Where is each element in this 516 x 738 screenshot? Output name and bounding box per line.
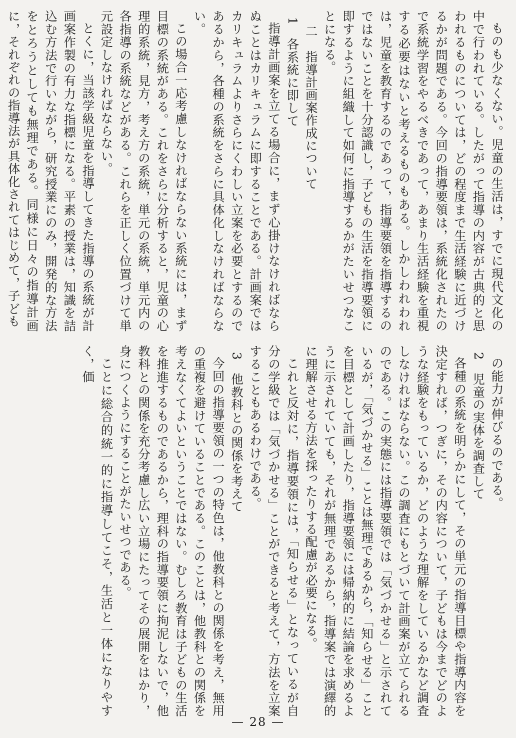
paragraph: ことに総合的統一的に指導してこそ，生活と一体になりやすく，価	[80, 345, 114, 717]
subsection-heading: 1 各系統に即して	[285, 17, 300, 128]
paragraph: とくに，当該学級児童を指導してきた指導の系統が計画案作製の有力な指標になる。平素の授業は，知識を詰込む方法で行いながら，研究授業にのみ，開発的な方法をとろうとしても無理である。同様に日々の指導計画に，それぞれの指導法が具体化されてはじめて，子ども	[6, 10, 95, 332]
subsection-heading: 2 児童の実体を調査して	[471, 352, 486, 501]
paragraph: の能力が伸びるのである。	[490, 357, 504, 510]
paragraph: これと反対に，指導要領には，「知らせる」となっているが自分の学級では「気づかせる」ことができると考えて，方法を立案することもあるわけである。	[248, 345, 300, 717]
page-number: — 28 —	[231, 715, 285, 729]
upper-text-block	[6, 10, 506, 332]
lower-text-block	[12, 345, 506, 717]
paragraph: 指導計画案を立てる場合に，まず心掛けなければならぬことはカリキュラムに即することである。計画案ではカリキュラムよりさらにくわしい立案を必要とするのであるから，各種の系統をさらに具体化しなければならない。	[192, 10, 281, 332]
subsection-heading: 3 他教科との関係を考えて	[229, 352, 244, 513]
section-heading: 二 指導計画案作成について	[304, 24, 319, 190]
paragraph: この場合一応考慮しなければならない系統には，まず目標の系統がある。これをさらに分析すると，児童の心理的系統，見方，考え方の系統，単元の系統，単元内の各指導の系統などがある。これらを正しく位置づけて単元設定しなければならない。	[99, 10, 188, 332]
paragraph: 各種の系統を明らかにして，その単元の指導目標や指導内容を決定すれば，つぎに，その内容について，子どもは今までどのような経験をもっているか，どのような理解をしているかなど調査しなければならない。この調査にもとづいて計画案が立てられるのである。この実態には指導要領では「気づかせる」と示されているが，「気づかせる」ことは無理であるから，「知らせる」ことを目標として計画したり，指導要領には帰納的に結論を求めるように示されていても，それが無理であるから，指導案では演繹的に理解させる方法を採ったりする配慮が必要になる。	[304, 345, 467, 717]
paragraph: ものも少なくない。児童の生活は，すでに現代文化の中で行われている。したがって指導の内容が古典的と思われるものについては，どの程度まで生活経験に近づけるかが問題である。今回の指導要領は，系統化されたので系統学習をやるべきであって，あまり生活経験を重視する必要はないと考えるものもある。しかしわれわれは，児童を教育するのであって，指導要領を指導するのではないことを十分認識し，子どもの生活を指導要領に即するように組織して如何に指導するかがたいせつなことになる。	[322, 10, 504, 332]
paragraph: 今回の指導要領の一つの特色は，他教科との関係を考え，無用の重複を避けていることである。このことは，他教科との関係を考えなくてよいということではない。むしろ教育は子どもの生活を推進するものであるから，理科の指導要領に拘泥しないで，他教科との関係を充分考慮し広い立場にたってその展開をはかり，身につくようにすることがたいせつである。	[118, 345, 226, 717]
